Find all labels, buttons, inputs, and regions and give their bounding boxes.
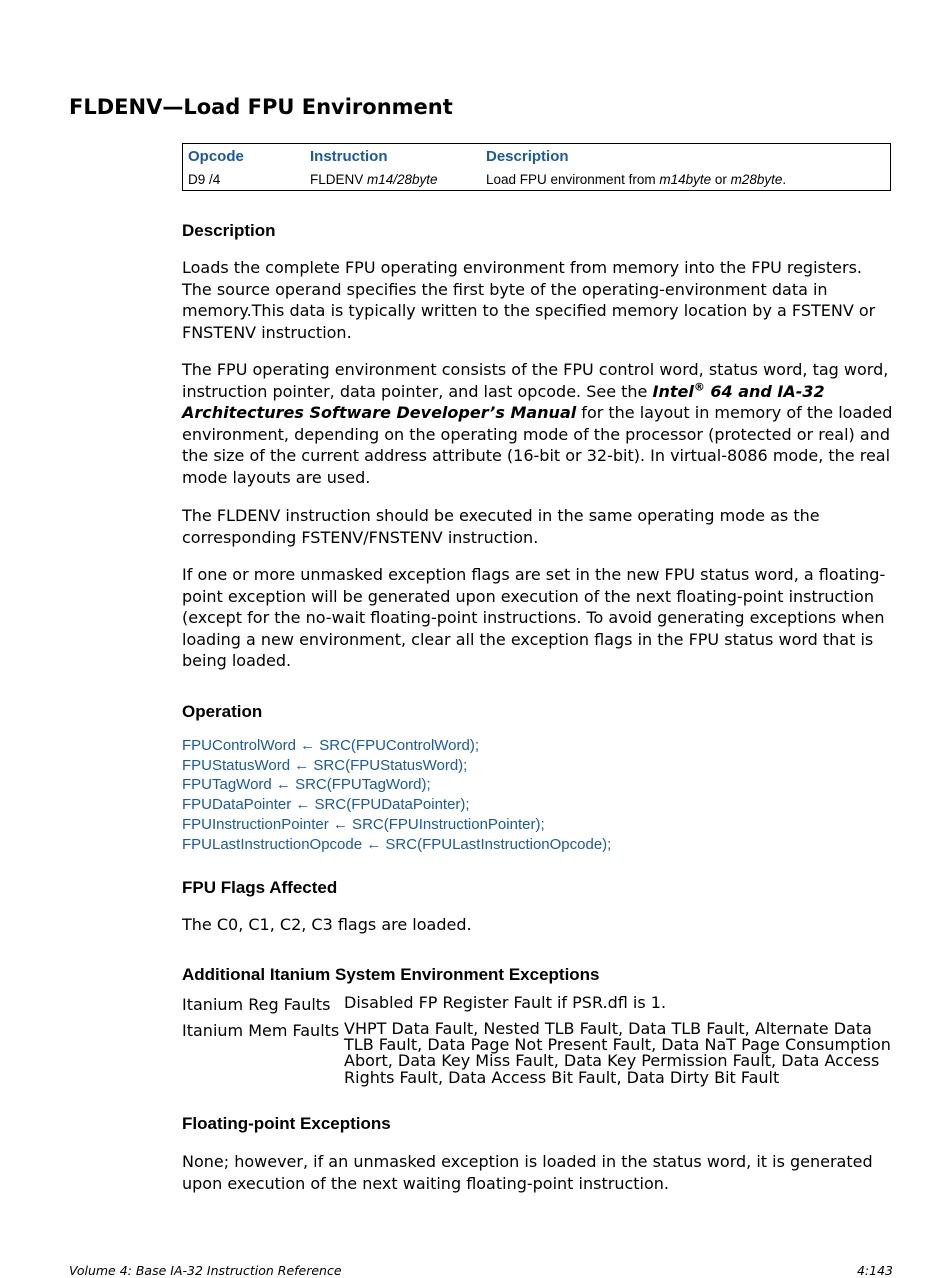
description-paragraph-3: The FLDENV instruction should be executed in the same operating mode as the corresponding FSTENV/FNSTENV instruction.	[182, 506, 820, 547]
footer-page-number: 4:143	[856, 1263, 893, 1278]
desc-operand-1: m14byte	[659, 172, 712, 187]
desc-prefix: Load FPU environment from	[486, 172, 660, 187]
registered-mark: ®	[693, 380, 705, 394]
itanium-mem-text: VHPT Data Fault, Nested TLB Fault, Data TLB Fault, Alternate Data TLB Fault, Data Page Not Present Fault, Data NaT Page Consumption Abort, Data Key Miss Fault, Data Key Permission Fault, Data Access Rights Fault, Data Access Bit Fault, Data Dirty Bit Fault	[344, 1019, 891, 1087]
fp-exceptions-text: None; however, if an unmasked exception is loaded in the status word, it is generated upon execution of the next waiting floating-point instruction.	[182, 1152, 873, 1193]
flags-text: The C0, C1, C2, C3 flags are loaded.	[182, 915, 472, 934]
description-paragraph-2	[182, 359, 894, 488]
itanium-reg-label: Itanium Reg Faults	[182, 995, 331, 1014]
operation-code	[182, 736, 611, 854]
itanium-reg-text: Disabled FP Register Fault if PSR.dfl is 1.	[344, 993, 667, 1012]
page-title: FLDENV—Load FPU Environment	[69, 95, 453, 119]
footer-left: Volume 4: Base IA-32 Instruction Reference	[69, 1263, 342, 1278]
manual-title: 64 and IA-32 Architectures Software Developer’s Manual	[182, 381, 825, 422]
itanium-mem-label: Itanium Mem Faults	[182, 1021, 340, 1040]
opcode-table	[182, 143, 891, 191]
description-cell	[486, 172, 786, 187]
code-line: FPUControlWord ← SRC(FPUControlWord);	[182, 737, 480, 754]
description-paragraph-4: If one or more unmasked exception flags are set in the new FPU status word, a floating-point exception will be generated upon execution of the next floating-point instruction (except for the no-wait floating-point instructions. To avoid generating exceptions when loading a new environment, clear all the exception flags in the FPU status word that is being loaded.	[182, 565, 886, 670]
desc-or: or	[711, 172, 731, 187]
opcode-cell: D9 /4	[188, 172, 221, 187]
code-line: FPUDataPointer ← SRC(FPUDataPointer);	[182, 796, 470, 814]
code-line: FPUTagWord ← SRC(FPUTagWord);	[182, 776, 431, 794]
code-line: FPUStatusWord ← SRC(FPUStatusWord);	[182, 756, 468, 774]
desc-suffix: .	[782, 172, 787, 187]
description-heading: Description	[182, 221, 276, 240]
instruction-operand: m14/28byte	[367, 172, 438, 187]
instruction-header: Instruction	[310, 148, 388, 165]
p2-text-b: for the layout in memory of the loaded environment, depending on the operating mode of the processor (protected or real) and the size of the current address attribute (16-bit or 32-bit). In virtual-8086 mode, the real mode layouts are used.	[182, 403, 893, 487]
manual-title-intel: Intel	[652, 381, 694, 401]
description-header: Description	[486, 148, 569, 165]
fp-exceptions-heading: Floating-point Exceptions	[182, 1114, 391, 1133]
p2-text-a: The FPU operating environment consists of the FPU control word, status word, tag word, instruction pointer, data pointer, and last opcode. See the	[182, 360, 889, 401]
desc-operand-2: m28byte	[730, 172, 783, 187]
itanium-heading: Additional Itanium System Environment Exceptions	[182, 965, 600, 984]
instruction-mnemonic: FLDENV	[310, 172, 368, 187]
instruction-cell	[310, 172, 438, 187]
code-line: FPUInstructionPointer ← SRC(FPUInstructionPointer);	[182, 815, 545, 833]
flags-heading: FPU Flags Affected	[182, 878, 338, 897]
opcode-header: Opcode	[188, 148, 244, 165]
code-line: FPULastInstructionOpcode ← SRC(FPULastInstructionOpcode);	[182, 835, 612, 853]
operation-heading: Operation	[182, 702, 263, 721]
description-paragraph-1: Loads the complete FPU operating environment from memory into the FPU registers. The source operand specifies the first byte of the operating-environment data in memory.This data is typically written to the specified memory location by a FSTENV or FNSTENV instruction.	[182, 258, 876, 342]
